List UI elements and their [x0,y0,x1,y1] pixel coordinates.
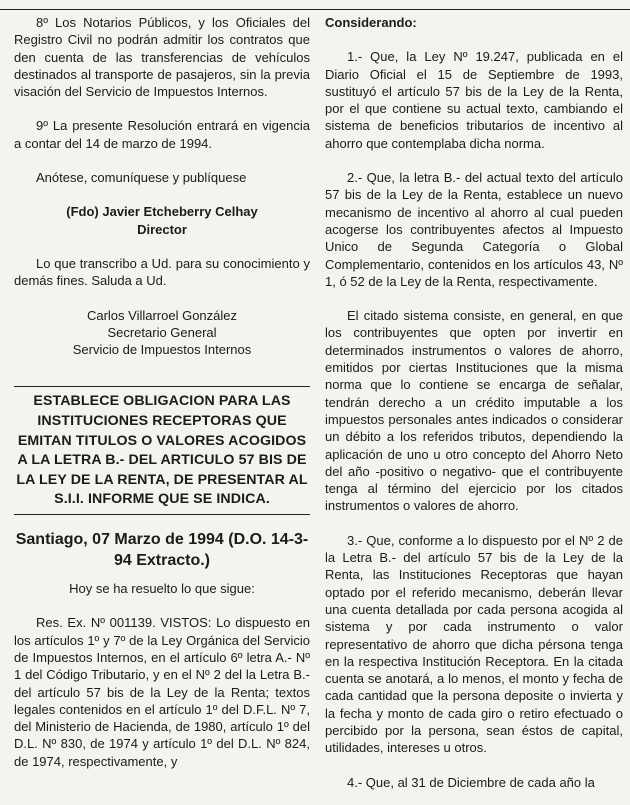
considerando-4: 4.- Que, al 31 de Diciembre de cada año la [347,774,595,790]
considerando-1: 1.- Que, la Ley Nº 19.247, publicada en el Diario Oficial el 15 de Septiembre de 1993, sustituyó el artículo 57 bis de la Ley de la Renta, por el que contiene su actual texto, cambiando el sistema de beneficios tributarios de incentivo al ahorro que contemplaba dicha norma. [325,49,623,151]
considerando-heading: Considerando: [325,15,417,30]
signature-title-director: Director [137,221,187,237]
right-column [325,14,623,791]
transcription-paragraph: Lo que transcribo a Ud. para su conocimiento y demás fines. Saluda a Ud. [14,255,310,289]
resolved-line: Hoy se ha resuelto lo que sigue: [69,581,255,597]
resolution-title-box [14,386,310,515]
vistos-paragraph: Res. Ex. Nº 001139. VISTOS: Lo dispuesto en los artículos 1º y 7º de la Ley Orgánica del Servicio de Impuestos Internos, en el artículo 6º letra A.- Nº 1 del Código Tributario, y en el Nº 2 del la Letra B.- del artículo 57 bis de la Ley de la Renta; textos legales contenidos en el artículo 1º del D.F.L. Nº 7, del Ministerio de Hacienda, de 1980, artículo 1º del D.L. Nº 830, de 1974 y artículo 1º del D.L. Nº 824, de 1974, respectivamente, y [14,615,310,769]
considerando-2-detail: El citado sistema consiste, en general, en que los contribuyentes que opten por invertir en determinados instrumentos o valores de ahorro, emitidos por ciertas Instituciones que la misma norma que lo contiene se encarga de señalar, tendrán derecho a un crédito imputable a los impuestos personales antes indicados o considerar un débito a los referidos tributos, dependiendo la aplicación de uno u otro concepto del Ahorro Neto del año -positivo o negativo- que el contribuyente tenga al término del ejercicio por los citados instrumentos o valores de ahorro. [325,308,623,514]
left-column [14,14,310,770]
signature-name-secretary: Carlos Villarroel González [86,307,238,323]
article-9-paragraph: 9º La presente Resolución entrará en vigencia a contar del 14 de marzo de 1994. [14,118,310,151]
signature-organization: Servicio de Impuestos Internos [72,342,252,358]
signature-name-director: (Fdo) Javier Etcheberry Celhay [66,204,258,220]
considerando-3: 3.- Que, conforme a lo dispuesto por el Nº 2 de la Letra B.- del artículo 57 bis de la Ley de la Renta, las Instituciones Receptoras que hayan optado por el referido mecanismo, deberán llevar una cuenta detallada por cada persona acogida al sistema y por cada instrumento o valor representativo de ahorro que dicha pérsona tenga en la respectiva Institución Receptora. En la citada cuenta se anotará, a lo menos, el monto y fecha de cada cantidad que la persona deposite o invierta y la fecha y monto de cada giro o retiro efectuado o percibido por la persona, sean éstos de capital, utilidades, intereses u otros. [325,532,623,756]
considerando-2: 2.- Que, la letra B.- del actual texto del artículo 57 bis de la Ley de la Renta, establece un nuevo mecanismo de incentivo al ahorro al cual pueden acogerse los contribuyentes afectos al Impuesto Unico de Segunda Categoría o Global Complementario, contenidos en los artículos 43, Nº 1, ó 52 de la Ley de la Renta, respectivamente. [325,170,623,289]
resolution-title: ESTABLECE OBLIGACION PARA LAS INSTITUCIONES RECEPTORAS QUE EMITAN TITULOS O VALORES ACOGIDOS A LA LETRA B.- DEL ARTICULO 57 BIS DE LA LEY DE LA RENTA, DE PRESENTAR AL S.I.I. INFORME QUE SE INDICA. [16,393,308,508]
signature-title-secretary: Secretario General [107,324,217,340]
top-rule [0,9,630,10]
resolution-date-heading: Santiago, 07 Marzo de 1994 (D.O. 14-3-94 Extracto.) [15,531,309,570]
closing-formula: Anótese, comuníquese y publíquese [36,170,247,186]
article-8-paragraph: 8º Los Notarios Públicos, y los Oficiales del Registro Civil no podrán admitir los contratos que den cuenta de las transferencias de vehículos destinados al transporte de pasajeros, sin la previa visación del Servicio de Impuestos Internos. [14,15,310,100]
